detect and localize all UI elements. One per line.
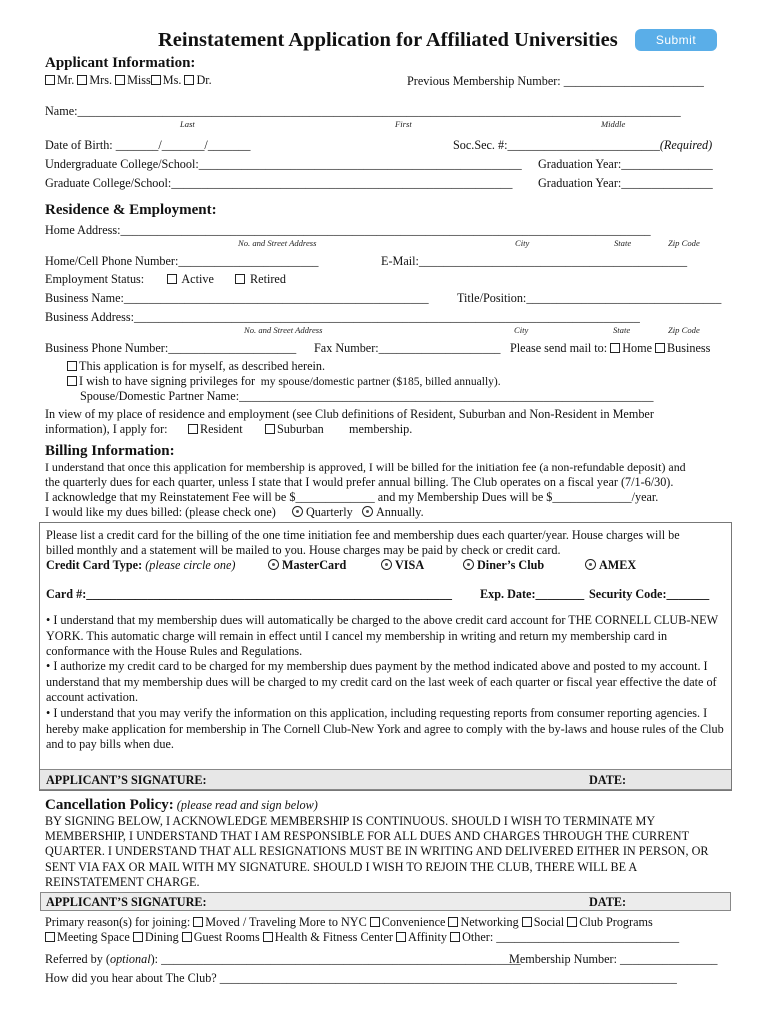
- checkbox-icon[interactable]: [265, 424, 275, 434]
- name-first-caption: First: [395, 119, 412, 129]
- checkbox-icon[interactable]: [193, 917, 203, 927]
- residence-statement-line2: information), I apply for:: [45, 422, 168, 436]
- card-type-visa[interactable]: VISA: [381, 558, 424, 573]
- referred-by-field[interactable]: Referred by (optional): ___________________________________________________________: [45, 952, 521, 966]
- business-phone-field[interactable]: Business Phone Number:_____________________: [45, 341, 297, 355]
- checkbox-icon[interactable]: [188, 424, 198, 434]
- email-field[interactable]: E-Mail:____________________________________________: [381, 254, 688, 268]
- checkbox-icon[interactable]: [522, 917, 532, 927]
- membership-number-field[interactable]: Membership Number: ________________: [509, 952, 718, 966]
- mail-home-option[interactable]: Home: [610, 341, 652, 355]
- card-type-amex[interactable]: AMEX: [585, 558, 636, 573]
- reason-moved[interactable]: Moved / Traveling More to NYC: [193, 915, 366, 929]
- checkbox-icon[interactable]: [167, 274, 177, 284]
- credit-intro-line2: billed monthly and a statement will be mailed to you. House charges may be paid by check or credit card.: [46, 543, 561, 557]
- applicant-signature-label: APPLICANT’S SIGNATURE:: [46, 773, 207, 787]
- title-option-ms[interactable]: Ms.: [151, 73, 182, 87]
- radio-icon[interactable]: [292, 506, 303, 517]
- reasons-row-1: Primary reason(s) for joining: Moved / Traveling More to NYC Convenience Networking Social Club Programs: [45, 915, 653, 929]
- business-zip-caption: Zip Code: [668, 325, 700, 335]
- checkbox-icon[interactable]: [151, 75, 161, 85]
- cancellation-heading: Cancellation Policy: (please read and sign below): [45, 797, 318, 813]
- checkbox-icon[interactable]: [450, 932, 460, 942]
- reason-affinity[interactable]: Affinity: [396, 930, 447, 944]
- reason-networking[interactable]: Networking: [448, 915, 518, 929]
- employment-status-label: Employment Status:: [45, 272, 145, 286]
- grad-year-field[interactable]: Graduation Year:_______________: [538, 176, 713, 190]
- previous-membership-field[interactable]: Previous Membership Number: _______________________: [407, 74, 704, 88]
- billing-line2: the quarterly dues for each quarter, unless I state that I would prefer annual billing. The Club operates on a fiscal year (7/1-6/30).: [45, 475, 674, 489]
- checkbox-icon[interactable]: [133, 932, 143, 942]
- residence-statement-line1: In view of my place of residence and employment (see Club definitions of Resident, Suburban and Non-Resident in Member: [45, 407, 654, 421]
- home-city-caption: City: [515, 238, 530, 248]
- reason-club-programs[interactable]: Club Programs: [567, 915, 652, 929]
- checkbox-icon[interactable]: [370, 917, 380, 927]
- authorization-bullet-1: • I understand that my membership dues will automatically be charged to the above credit card account for THE CORNELL CLUB-NEW YORK. This automatic charge will remain in effect until I cancel my membership in writing and return my membership card in conformance with the House Rules and Regulations.: [46, 613, 718, 658]
- billing-annually-option[interactable]: Annually.: [362, 505, 424, 520]
- home-address-field[interactable]: Home Address:_______________________________________________________________________________________: [45, 223, 651, 237]
- cancellation-text: BY SIGNING BELOW, I ACKNOWLEDGE MEMBERSHIP IS CONTINUOUS. SHOULD I WISH TO TERMINATE MY MEMBERSHIP, I UNDERSTAND THAT I AM RESPONSIBLE FOR ALL DUES AND CHARGES THROUGH THE CURRENT QUARTER. I UNDERSTAND THAT ALL RESIGNATIONS MUST BE IN WRITING AND DELIVERED EITHER IN PERSON, OR SENT VIA FAX OR MAIL WITH MY SIGNATURE. SHOULD I WISH TO REJOIN THE CLUB, THERE WILL BE A REINSTATEMENT CHARGE.: [45, 814, 709, 889]
- grad-college-field[interactable]: Graduate College/School:________________________________________________________: [45, 176, 513, 190]
- fax-field[interactable]: Fax Number:____________________: [314, 341, 501, 355]
- billing-heading: Billing Information:: [45, 443, 175, 459]
- name-field[interactable]: Name:___________________________________________________________________________________________________: [45, 104, 681, 118]
- myself-option[interactable]: This application is for myself, as described herein.: [67, 359, 325, 374]
- title-position-field[interactable]: Title/Position:________________________________: [457, 291, 722, 305]
- radio-icon[interactable]: [268, 559, 279, 570]
- checkbox-icon[interactable]: [184, 75, 194, 85]
- title-option-mr[interactable]: Mr.: [45, 73, 74, 87]
- resident-option[interactable]: Resident: [188, 422, 243, 437]
- card-type-mastercard[interactable]: MasterCard: [268, 558, 346, 573]
- reason-dining[interactable]: Dining: [133, 930, 179, 944]
- reason-health-fitness[interactable]: Health & Fitness Center: [263, 930, 393, 944]
- undergrad-college-field[interactable]: Undergraduate College/School:_____________________________________________________: [45, 157, 522, 171]
- billing-frequency-label: I would like my dues billed: (please check one): [45, 505, 276, 519]
- business-state-caption: State: [613, 325, 631, 335]
- applicant-heading: Applicant Information:: [45, 55, 196, 71]
- reason-convenience[interactable]: Convenience: [370, 915, 446, 929]
- business-address-field[interactable]: Business Address:___________________________________________________________________________________: [45, 310, 640, 324]
- cancellation-signature-label: APPLICANT’S SIGNATURE:: [46, 895, 207, 909]
- home-phone-field[interactable]: Home/Cell Phone Number:_______________________: [45, 254, 319, 268]
- membership-word: membership.: [349, 422, 413, 436]
- business-name-field[interactable]: Business Name:__________________________________________________: [45, 291, 429, 305]
- authorization-bullet-3: • I understand that you may verify the information on this application, including requesting reports from consumer reporting agencies. I hereby make application for membership in The Cornell Club-New York and agree to comply with the by-laws and house rules of the Club and to pay bills when due.: [46, 706, 724, 751]
- card-type-label: Credit Card Type: (please circle one): [46, 558, 236, 572]
- status-retired-option[interactable]: Retired: [235, 272, 286, 287]
- checkbox-icon[interactable]: [45, 932, 55, 942]
- checkbox-icon[interactable]: [45, 75, 55, 85]
- security-code-field[interactable]: Security Code:_______: [589, 587, 710, 601]
- radio-icon[interactable]: [585, 559, 596, 570]
- title-option-miss[interactable]: Miss: [115, 73, 151, 87]
- undergrad-year-field[interactable]: Graduation Year:_______________: [538, 157, 713, 171]
- checkbox-icon[interactable]: [655, 343, 665, 353]
- date-of-birth-field[interactable]: Date of Birth: _______/_______/_______: [45, 138, 251, 152]
- title-option-mrs[interactable]: Mrs.: [77, 73, 112, 87]
- date-label: DATE:: [589, 773, 627, 787]
- credit-intro-line1: Please list a credit card for the billing of the one time initiation fee and membership dues each quarter/year. House charges will be: [46, 528, 680, 542]
- checkbox-icon[interactable]: [115, 75, 125, 85]
- submit-button[interactable]: Submit: [635, 29, 717, 51]
- fee-dues-field[interactable]: I acknowledge that my Reinstatement Fee will be $_____________ and my Membership Dues will be $_____________/year.: [45, 490, 659, 504]
- billing-quarterly-option[interactable]: Quarterly: [292, 505, 353, 520]
- billing-line1: I understand that once this application for membership is approved, I will be billed for the initiation fee (a non-refundable deposit) and: [45, 460, 686, 474]
- reason-social[interactable]: Social: [522, 915, 564, 929]
- name-middle-caption: Middle: [601, 119, 626, 129]
- checkbox-icon[interactable]: [448, 917, 458, 927]
- radio-icon[interactable]: [381, 559, 392, 570]
- title-option-dr[interactable]: Dr.: [184, 73, 211, 87]
- checkbox-icon[interactable]: [77, 75, 87, 85]
- status-active-option[interactable]: Active: [167, 272, 214, 287]
- page-title: Reinstatement Application for Affiliated Universities: [158, 29, 618, 51]
- cancellation-date-label: DATE:: [589, 895, 627, 909]
- ssn-field[interactable]: Soc.Sec. #:_________________________(Required): [453, 138, 713, 152]
- checkbox-icon[interactable]: [67, 376, 77, 386]
- card-type-diners[interactable]: Diner’s Club: [463, 558, 544, 573]
- signing-privileges-option[interactable]: I wish to have signing privileges for my spouse/domestic partner ($185, billed annually).: [67, 374, 501, 389]
- title-options: [45, 73, 212, 88]
- name-last-caption: Last: [180, 119, 195, 129]
- checkbox-icon[interactable]: [235, 274, 245, 284]
- suburban-option[interactable]: Suburban: [265, 422, 324, 437]
- checkbox-icon[interactable]: [182, 932, 192, 942]
- checkbox-icon[interactable]: [396, 932, 406, 942]
- checkbox-icon[interactable]: [67, 361, 77, 371]
- radio-icon[interactable]: [463, 559, 474, 570]
- radio-icon[interactable]: [362, 506, 373, 517]
- business-city-caption: City: [514, 325, 529, 335]
- home-zip-caption: Zip Code: [668, 238, 700, 248]
- home-state-caption: State: [614, 238, 632, 248]
- checkbox-icon[interactable]: [263, 932, 273, 942]
- residence-heading: Residence & Employment:: [45, 202, 217, 218]
- business-street-caption: No. and Street Address: [244, 325, 323, 335]
- reason-meeting-space[interactable]: Meeting Space: [45, 930, 130, 944]
- checkbox-icon[interactable]: [567, 917, 577, 927]
- mail-business-option[interactable]: Business: [655, 341, 710, 355]
- card-number-field[interactable]: Card #:____________________________________________________________: [46, 587, 452, 601]
- reasons-row-2: [45, 930, 679, 945]
- spouse-name-field[interactable]: Spouse/Domestic Partner Name:____________________________________________________________________: [80, 389, 654, 403]
- authorization-bullet-2: • I authorize my credit card to be charged for my membership dues payment by the method indicated above and posted to my account. I understand that my membership dues will be charged to my credit card on the last week of each quarter or fiscal year effective the date of account activation.: [46, 659, 717, 704]
- how-heard-field[interactable]: How did you hear about The Club? ___________________________________________________________________________: [45, 971, 677, 985]
- reason-guest-rooms[interactable]: Guest Rooms: [182, 930, 260, 944]
- checkbox-icon[interactable]: [610, 343, 620, 353]
- mail-to-group: Please send mail to: Home Business: [510, 341, 711, 355]
- exp-date-field[interactable]: Exp. Date:________: [480, 587, 585, 601]
- home-street-caption: No. and Street Address: [238, 238, 317, 248]
- reason-other[interactable]: Other: ______________________________: [450, 930, 679, 944]
